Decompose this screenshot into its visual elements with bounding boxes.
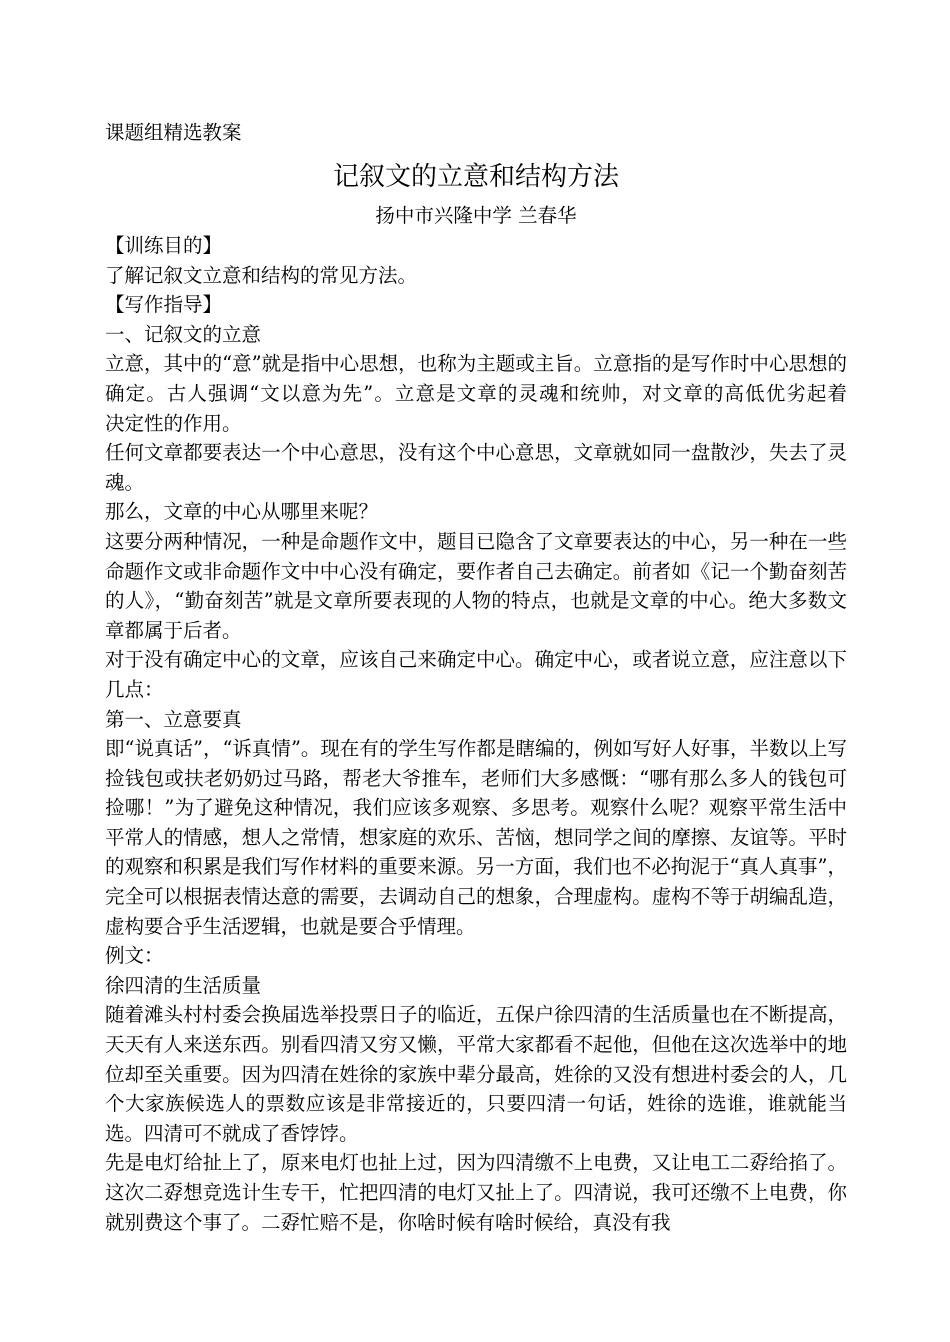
header-label: 课题组精选教案 bbox=[105, 121, 242, 144]
document-title: 记叙文的立意和结构方法 bbox=[332, 162, 619, 192]
paragraph: 立意，其中的“意”就是指中心思想，也称为主题或主旨。立意指的是写作时中心思想的确定。古人强调“文以意为先”。立意是文章的灵魂和统帅，对文章的高低优劣起着 决定性的作用。 bbox=[105, 352, 887, 435]
document-page bbox=[105, 118, 887, 1237]
paragraph: 随着滩头村村委会换届选举投票日子的临近，五保户徐四清的生活质量也在不断提高，天天有人来送东西。别看四清又穷又懒，平常大家都看不起他，但他在这次选举中的地位却至关重要。因为四清在姓徐的家族中辈分最高，姓徐的又没有想进村委会的人，几个大家族候选人的票数应该是非常接近的，只要四清一句话，姓徐的选谁，谁就能当选。四清可不就成了香饽饽。 bbox=[105, 1003, 847, 1145]
example-label: 例文： bbox=[105, 944, 164, 968]
paragraph: 即“说真话”，“诉真情”。现在有的学生写作都是瞎编的，例如写好人好事，半数以上写捡钱包或扶老奶奶过马路，帮老大爷推车，老师们大多感慨：“哪有那么多人的钱包可捡哪！”为了避免这种情况，我们应该多观察、多思考。观察什么呢？观察平常生活中平常人的情感，想人之常情，想家庭的欢乐、苦恼，想同学之间的摩擦、友谊等。平时的观察和积累是我们写作材料的重要来源。另一方面，我们也不必拘泥于“真人真事”，完全可以根据表情达意的需要，去调动自己的想象，合理虚构。虚构不等于胡编乱造，虚构要合乎生活逻辑，也就是要合乎情理。 bbox=[105, 737, 847, 938]
subheading-theme: 一、记叙文的立意 bbox=[105, 322, 262, 346]
paragraph: 了解记叙文立意和结构的常见方法。 bbox=[105, 263, 418, 287]
section-heading-writing-guide: 【写作指导】 bbox=[105, 293, 223, 317]
author-line: 扬中市兴隆中学 兰春华 bbox=[375, 204, 577, 227]
paragraph: 对于没有确定中心的文章，应该自己来确定中心。确定中心，或者说立意，应注意以下几点： bbox=[105, 648, 847, 701]
document-body bbox=[105, 231, 887, 1237]
paragraph: 先是电灯给扯上了，原来电灯也扯上过，因为四清缴不上电费，又让电工二孬给掐了。这次二孬想竞选计生专干，忙把四清的电灯又扯上了。四清说，我可还缴不上电费，你就别费这个事了。二孬忙赔不是，你啥时候有啥时候给，真没有我 bbox=[105, 1151, 847, 1234]
example-title: 徐四清的生活质量 bbox=[105, 973, 262, 997]
paragraph: 那么，文章的中心从哪里来呢？ bbox=[105, 500, 379, 524]
subheading-point-one: 第一、立意要真 bbox=[105, 707, 242, 731]
section-heading-training-goal: 【训练目的】 bbox=[105, 234, 223, 257]
paragraph: 任何文章都要表达一个中心意思，没有这个中心意思，文章就如同一盘散沙，失去了灵魂。 bbox=[105, 441, 847, 494]
paragraph: 这要分两种情况，一种是命题作文中，题目已隐含了文章要表达的中心，另一种在一些命题作文或非命题作文中中心没有确定，要作者自己去确定。前者如《记一个勤奋刻苦的人》，“勤奋刻苦”就是文章所要表现的人物的特点，也就是文章的中心。绝大多数文章都属于后者。 bbox=[105, 529, 847, 642]
